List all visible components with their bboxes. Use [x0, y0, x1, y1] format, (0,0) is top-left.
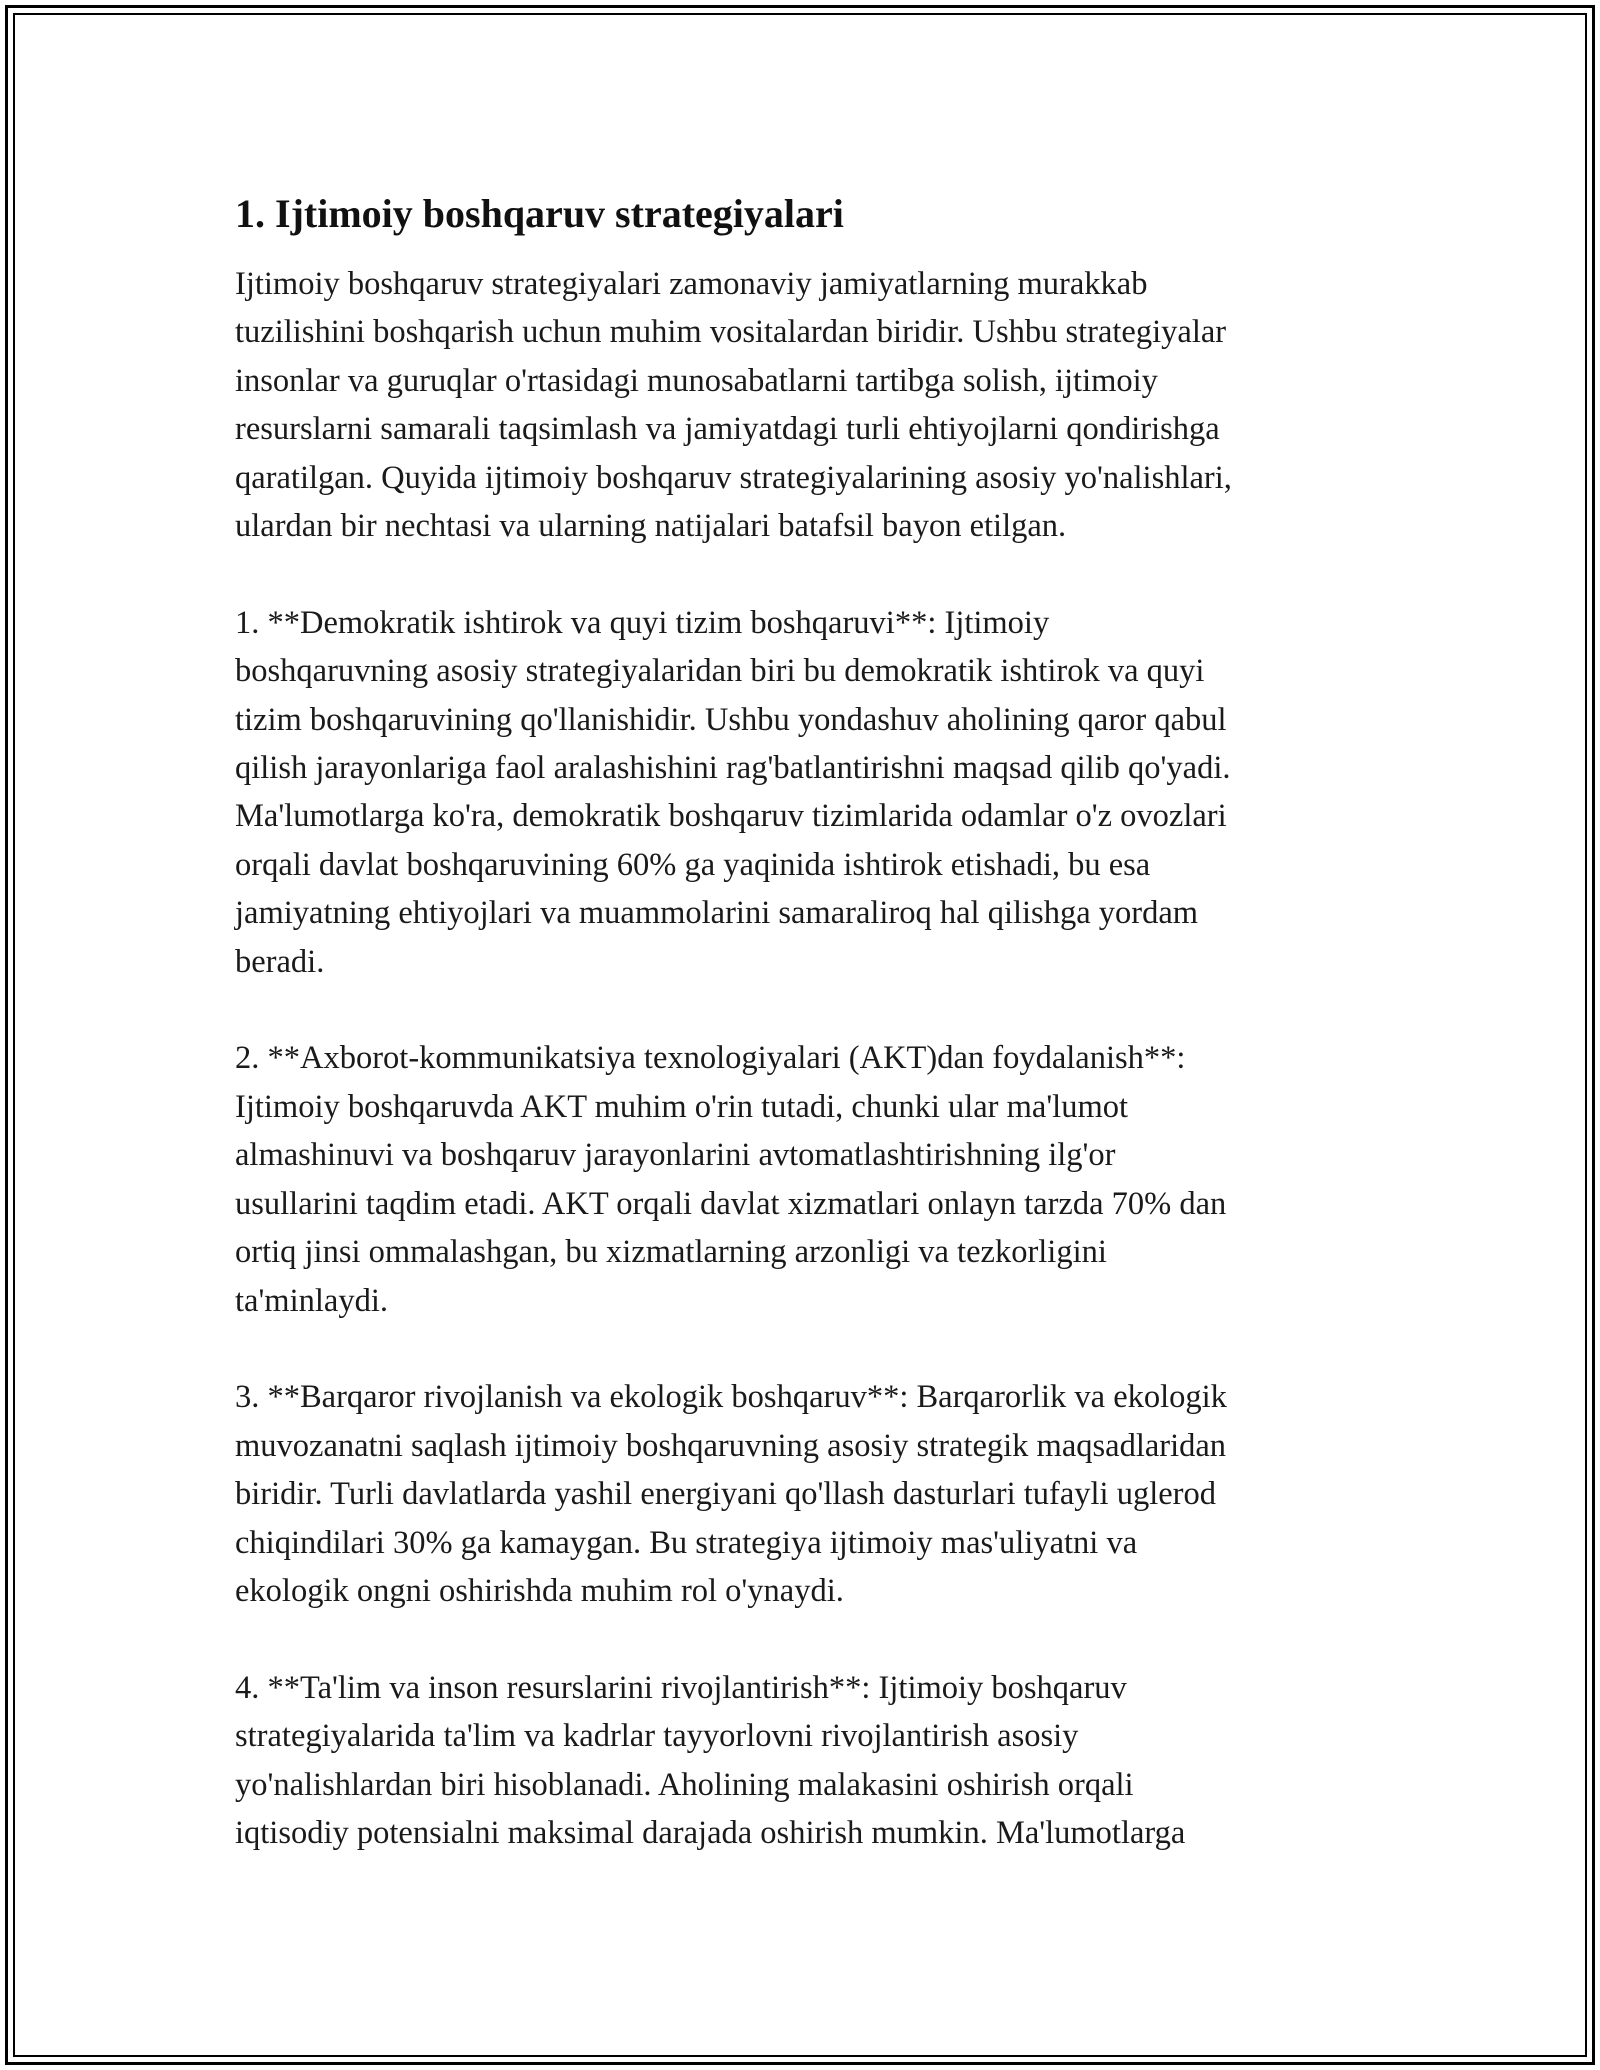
paragraph-item-3: 3. **Barqaror rivojlanish va ekologik boshqaruv**: Barqarorlik va ekologik muvozanatni saqlash ijtimoiy boshqaruvning asosiy strategik maqsadlaridan biridir. Turli davlatlarda yashil energiyani qo'llash dasturlari tufayli uglerod chiqindilari 30% ga kamaygan. Bu strategiya ijtimoiy mas'uliyatni va ekologik ongni oshirishda muhim rol o'ynaydi.	[235, 1379, 1227, 1609]
paragraph-item-1: 1. **Demokratik ishtirok va quyi tizim boshqaruvi**: Ijtimoiy boshqaruvning asosiy strategiyalaridan biri bu demokratik ishtirok va quyi tizim boshqaruvining qo'llanishidir. Ushbu yondashuv aholining qaror qabul qilish jarayonlariga faol aralashishini rag'batlantirishni maqsad qilib qo'yadi. Ma'lumotlarga ko'ra, demokratik boshqaruv tizimlarida odamlar o'z ovozlari orqali davlat boshqaruvining 60% ga yaqinida ishtirok etishadi, bu esa jamiyatning ehtiyojlari va muammolarini samaraliroq hal qilishga yordam beradi.	[235, 604, 1231, 980]
section-heading: 1. Ijtimoiy boshqaruv strategiyalari	[235, 191, 844, 236]
paragraph-item-4: 4. **Ta'lim va inson resurslarini rivojlantirish**: Ijtimoiy boshqaruv strategiyalarida ta'lim va kadrlar tayyorlovni rivojlantirish asosiy yo'nalishlardan biri hisoblanadi. Aholining malakasini oshirish orqali iqtisodiy potensialni maksimal darajada oshirish mumkin. Ma'lumotlarga	[235, 1669, 1186, 1851]
document-body	[235, 190, 1375, 1906]
intro-paragraph: Ijtimoiy boshqaruv strategiyalari zamonaviy jamiyatlarning murakkab tuzilishini boshqarish uchun muhim vositalardan biridir. Ushbu strategiyalar insonlar va guruqlar o'rtasidagi munosabatlarni tartibga solish, ijtimoiy resurslarni samarali taqsimlash va jamiyatdagi turli ehtiyojlarni qondirishga qaratilgan. Quyida ijtimoiy boshqaruv strategiyalarining asosiy yo'nalishlari, ulardan bir nechtasi va ularning natijalari batafsil bayon etilgan.	[235, 266, 1232, 545]
paragraph-item-2: 2. **Axborot-kommunikatsiya texnologiyalari (AKT)dan foydalanish**: Ijtimoiy boshqaruvda AKT muhim o'rin tutadi, chunki ular ma'lumot almashinuvi va boshqaruv jarayonlarini avtomatlashtirishning ilg'or usullarini taqdim etadi. AKT orqali davlat xizmatlari onlayn tarzda 70% dan ortiq jinsi ommalashgan, bu xizmatlarning arzonligi va tezkorligini ta'minlaydi.	[235, 1040, 1227, 1319]
